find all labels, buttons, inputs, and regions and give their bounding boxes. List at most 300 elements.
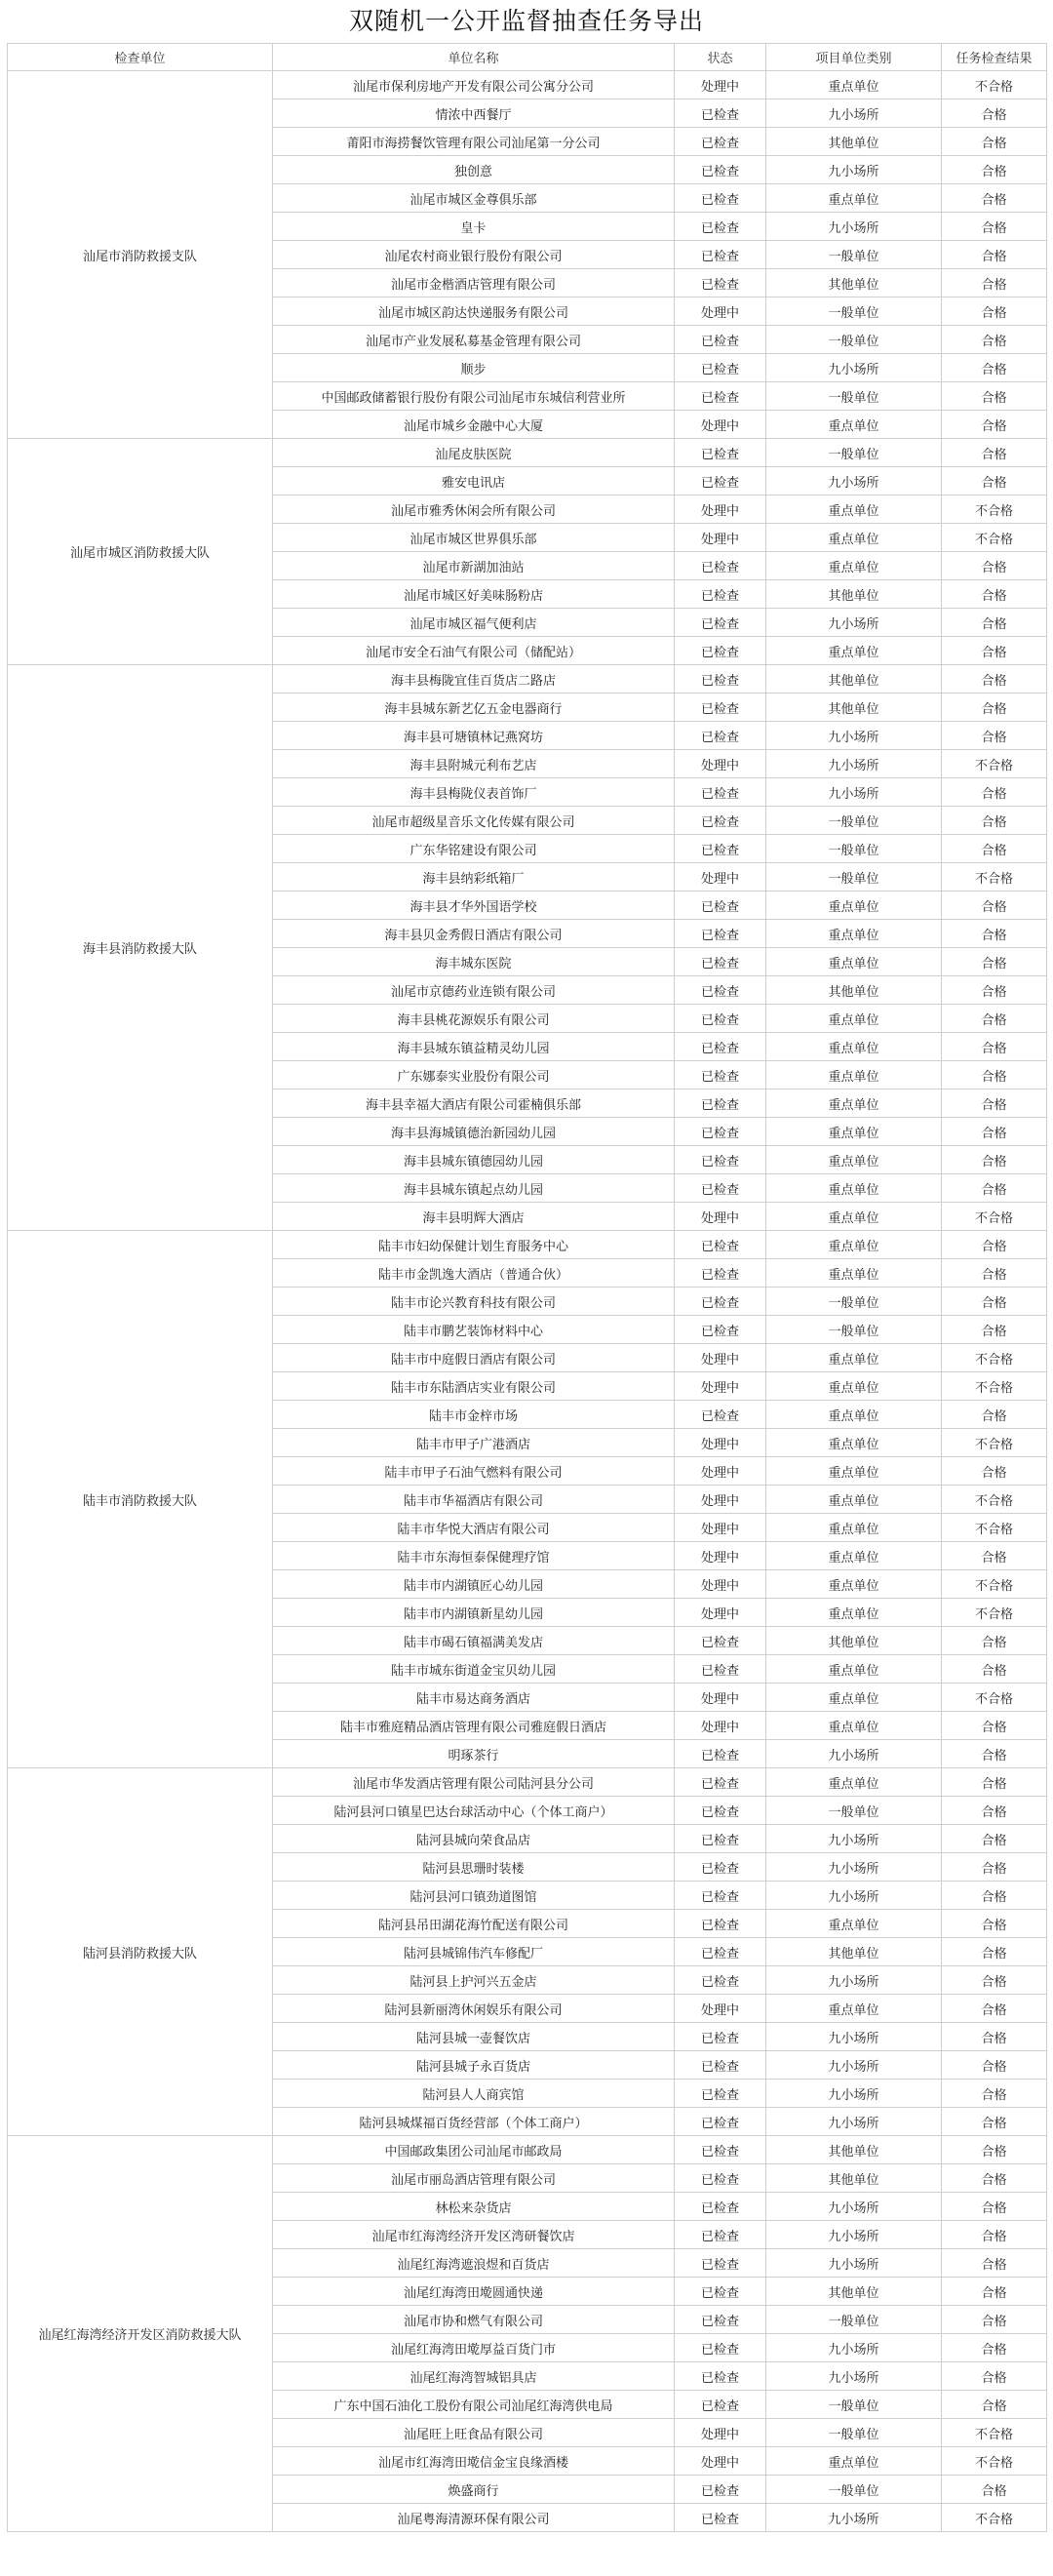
- unit-name-cell: 汕尾红海湾遮浪煜和百货店: [273, 2249, 675, 2278]
- category-cell: 重点单位: [766, 1344, 942, 1372]
- status-cell: 处理中: [675, 1542, 766, 1570]
- status-cell: 处理中: [675, 1599, 766, 1627]
- result-cell: 合格: [942, 1542, 1047, 1570]
- status-cell: 已检查: [675, 326, 766, 354]
- result-cell: 不合格: [942, 1599, 1047, 1627]
- inspection-unit-cell: 陆丰市消防救援大队: [8, 1231, 273, 1768]
- category-cell: 一般单位: [766, 835, 942, 863]
- result-cell: 合格: [942, 297, 1047, 326]
- unit-name-cell: 顺步: [273, 354, 675, 382]
- result-cell: 合格: [942, 269, 1047, 297]
- status-cell: 已检查: [675, 1938, 766, 1966]
- status-cell: 已检查: [675, 2362, 766, 2391]
- status-cell: 已检查: [675, 241, 766, 269]
- inspection-unit-cell: 汕尾红海湾经济开发区消防救援大队: [8, 2136, 273, 2532]
- result-cell: 合格: [942, 241, 1047, 269]
- status-cell: 已检查: [675, 976, 766, 1005]
- category-cell: 九小场所: [766, 1740, 942, 1768]
- unit-name-cell: 汕尾市超级星音乐文化传媒有限公司: [273, 807, 675, 835]
- status-cell: 已检查: [675, 1910, 766, 1938]
- unit-name-cell: 陆丰市易达商务酒店: [273, 1684, 675, 1712]
- category-cell: 一般单位: [766, 326, 942, 354]
- unit-name-cell: 陆丰市东海恒泰保健理疗馆: [273, 1542, 675, 1570]
- status-cell: 已检查: [675, 1627, 766, 1655]
- unit-name-cell: 汕尾市城乡金融中心大厦: [273, 411, 675, 439]
- status-cell: 处理中: [675, 863, 766, 892]
- category-cell: 重点单位: [766, 1061, 942, 1090]
- status-cell: 已检查: [675, 1740, 766, 1768]
- status-cell: 已检查: [675, 467, 766, 495]
- unit-name-cell: 海丰县纳彩纸箱厂: [273, 863, 675, 892]
- result-cell: 合格: [942, 2221, 1047, 2249]
- unit-name-cell: 汕尾市雅秀休闲会所有限公司: [273, 495, 675, 524]
- result-cell: 不合格: [942, 2419, 1047, 2447]
- category-cell: 一般单位: [766, 241, 942, 269]
- status-cell: 已检查: [675, 1655, 766, 1684]
- category-cell: 九小场所: [766, 2334, 942, 2362]
- status-cell: 已检查: [675, 1005, 766, 1033]
- category-cell: 重点单位: [766, 1542, 942, 1570]
- category-cell: 九小场所: [766, 2023, 942, 2051]
- status-cell: 已检查: [675, 2476, 766, 2504]
- result-cell: 合格: [942, 2249, 1047, 2278]
- category-cell: 重点单位: [766, 1005, 942, 1033]
- result-cell: 不合格: [942, 495, 1047, 524]
- category-cell: 九小场所: [766, 2193, 942, 2221]
- category-cell: 重点单位: [766, 1203, 942, 1231]
- unit-name-cell: 海丰县海城镇德治新园幼儿园: [273, 1118, 675, 1146]
- status-cell: 已检查: [675, 665, 766, 694]
- category-cell: 重点单位: [766, 1995, 942, 2023]
- category-cell: 九小场所: [766, 2249, 942, 2278]
- unit-name-cell: 陆丰市金凯逸大酒店（普通合伙）: [273, 1259, 675, 1288]
- status-cell: 已检查: [675, 128, 766, 156]
- category-cell: 九小场所: [766, 1853, 942, 1882]
- category-cell: 九小场所: [766, 2504, 942, 2532]
- status-cell: 已检查: [675, 609, 766, 637]
- category-cell: 其他单位: [766, 580, 942, 609]
- result-cell: 合格: [942, 1910, 1047, 1938]
- unit-name-cell: 陆丰市金梓市场: [273, 1401, 675, 1429]
- category-cell: 重点单位: [766, 892, 942, 920]
- category-cell: 其他单位: [766, 694, 942, 722]
- status-cell: 处理中: [675, 1514, 766, 1542]
- category-cell: 重点单位: [766, 1486, 942, 1514]
- category-cell: 重点单位: [766, 1655, 942, 1684]
- category-cell: 重点单位: [766, 1033, 942, 1061]
- result-cell: 合格: [942, 382, 1047, 411]
- unit-name-cell: 海丰县城东镇德园幼儿园: [273, 1146, 675, 1174]
- unit-name-cell: 汕尾红海湾田墘圆通快递: [273, 2278, 675, 2306]
- status-cell: 已检查: [675, 637, 766, 665]
- unit-name-cell: 莆阳市海捞餐饮管理有限公司汕尾第一分公司: [273, 128, 675, 156]
- category-cell: 一般单位: [766, 382, 942, 411]
- unit-name-cell: 海丰县贝金秀假日酒店有限公司: [273, 920, 675, 948]
- unit-name-cell: 陆河县人人商宾馆: [273, 2080, 675, 2108]
- category-cell: 重点单位: [766, 1118, 942, 1146]
- category-cell: 重点单位: [766, 1372, 942, 1401]
- status-cell: 处理中: [675, 1344, 766, 1372]
- status-cell: 已检查: [675, 2249, 766, 2278]
- unit-name-cell: 海丰县附城元利布艺店: [273, 750, 675, 778]
- unit-name-cell: 汕尾市协和燃气有限公司: [273, 2306, 675, 2334]
- status-cell: 已检查: [675, 778, 766, 807]
- result-cell: 合格: [942, 1033, 1047, 1061]
- unit-name-cell: 陆河县思珊时装楼: [273, 1853, 675, 1882]
- result-cell: 合格: [942, 1882, 1047, 1910]
- result-cell: 合格: [942, 1231, 1047, 1259]
- status-cell: 处理中: [675, 2419, 766, 2447]
- result-cell: 不合格: [942, 1514, 1047, 1542]
- result-cell: 不合格: [942, 1684, 1047, 1712]
- result-cell: 合格: [942, 1146, 1047, 1174]
- result-cell: 合格: [942, 1174, 1047, 1203]
- unit-name-cell: 汕尾市丽岛酒店管理有限公司: [273, 2164, 675, 2193]
- table-row: [8, 1768, 1047, 1797]
- result-cell: 合格: [942, 1090, 1047, 1118]
- unit-name-cell: 陆丰市论兴教育科技有限公司: [273, 1288, 675, 1316]
- unit-name-cell: 陆丰市内湖镇新星幼儿园: [273, 1599, 675, 1627]
- unit-name-cell: 情浓中西餐厅: [273, 99, 675, 128]
- category-cell: 重点单位: [766, 1429, 942, 1457]
- status-cell: 处理中: [675, 750, 766, 778]
- category-cell: 重点单位: [766, 1768, 942, 1797]
- unit-name-cell: 汕尾红海湾田墘厚益百货门市: [273, 2334, 675, 2362]
- unit-name-cell: 陆河县河口镇劲道图馆: [273, 1882, 675, 1910]
- status-cell: 已检查: [675, 1090, 766, 1118]
- table-row: [8, 2136, 1047, 2164]
- unit-name-cell: 独创意: [273, 156, 675, 184]
- result-cell: 合格: [942, 326, 1047, 354]
- result-cell: 合格: [942, 2136, 1047, 2164]
- result-cell: 合格: [942, 1938, 1047, 1966]
- result-cell: 合格: [942, 2278, 1047, 2306]
- unit-name-cell: 汕尾市金楷酒店管理有限公司: [273, 269, 675, 297]
- unit-name-cell: 海丰县城东新艺亿五金电器商行: [273, 694, 675, 722]
- category-cell: 其他单位: [766, 128, 942, 156]
- category-cell: 重点单位: [766, 1090, 942, 1118]
- status-cell: 已检查: [675, 722, 766, 750]
- status-cell: 已检查: [675, 1061, 766, 1090]
- inspection-unit-cell: 陆河县消防救援大队: [8, 1768, 273, 2136]
- category-cell: 九小场所: [766, 2108, 942, 2136]
- unit-name-cell: 中国邮政储蓄银行股份有限公司汕尾市东城信利营业所: [273, 382, 675, 411]
- result-cell: 合格: [942, 411, 1047, 439]
- status-cell: 已检查: [675, 920, 766, 948]
- unit-name-cell: 海丰县城东镇起点幼儿园: [273, 1174, 675, 1203]
- header-unit-name: 单位名称: [273, 44, 675, 71]
- result-cell: 不合格: [942, 71, 1047, 99]
- unit-name-cell: 海丰县明辉大酒店: [273, 1203, 675, 1231]
- unit-name-cell: 陆丰市城东街道金宝贝幼儿园: [273, 1655, 675, 1684]
- unit-name-cell: 汕尾皮肤医院: [273, 439, 675, 467]
- status-cell: 处理中: [675, 71, 766, 99]
- unit-name-cell: 陆丰市华悦大酒店有限公司: [273, 1514, 675, 1542]
- header-result: 任务检查结果: [942, 44, 1047, 71]
- result-cell: 不合格: [942, 1344, 1047, 1372]
- status-cell: 已检查: [675, 2193, 766, 2221]
- result-cell: 合格: [942, 580, 1047, 609]
- table-row: [8, 1231, 1047, 1259]
- unit-name-cell: 林松来杂货店: [273, 2193, 675, 2221]
- result-cell: 合格: [942, 128, 1047, 156]
- status-cell: 处理中: [675, 1995, 766, 2023]
- status-cell: 已检查: [675, 892, 766, 920]
- unit-name-cell: 明琢茶行: [273, 1740, 675, 1768]
- result-cell: 不合格: [942, 524, 1047, 552]
- status-cell: 已检查: [675, 2051, 766, 2080]
- status-cell: 已检查: [675, 2504, 766, 2532]
- category-cell: 其他单位: [766, 2136, 942, 2164]
- unit-name-cell: 海丰县城东镇益精灵幼儿园: [273, 1033, 675, 1061]
- category-cell: 其他单位: [766, 2278, 942, 2306]
- category-cell: 重点单位: [766, 1146, 942, 1174]
- unit-name-cell: 广东华铭建设有限公司: [273, 835, 675, 863]
- result-cell: 合格: [942, 1655, 1047, 1684]
- result-cell: 合格: [942, 920, 1047, 948]
- category-cell: 重点单位: [766, 495, 942, 524]
- result-cell: 合格: [942, 1316, 1047, 1344]
- unit-name-cell: 陆丰市华福酒店有限公司: [273, 1486, 675, 1514]
- status-cell: 已检查: [675, 948, 766, 976]
- result-cell: 合格: [942, 1712, 1047, 1740]
- unit-name-cell: 汕尾市城区韵达快递服务有限公司: [273, 297, 675, 326]
- result-cell: 合格: [942, 665, 1047, 694]
- result-cell: 合格: [942, 807, 1047, 835]
- unit-name-cell: 雅安电讯店: [273, 467, 675, 495]
- category-cell: 一般单位: [766, 439, 942, 467]
- result-cell: 合格: [942, 1825, 1047, 1853]
- result-cell: 合格: [942, 184, 1047, 213]
- unit-name-cell: 海丰县幸福大酒店有限公司霍楠俱乐部: [273, 1090, 675, 1118]
- unit-name-cell: 陆河县城子永百货店: [273, 2051, 675, 2080]
- category-cell: 一般单位: [766, 807, 942, 835]
- status-cell: 处理中: [675, 1712, 766, 1740]
- result-cell: 合格: [942, 1768, 1047, 1797]
- category-cell: 重点单位: [766, 1514, 942, 1542]
- result-cell: 合格: [942, 1457, 1047, 1486]
- category-cell: 九小场所: [766, 2362, 942, 2391]
- result-cell: 合格: [942, 2164, 1047, 2193]
- category-cell: 重点单位: [766, 552, 942, 580]
- status-cell: 处理中: [675, 1203, 766, 1231]
- status-cell: 已检查: [675, 2164, 766, 2193]
- status-cell: 已检查: [675, 807, 766, 835]
- category-cell: 其他单位: [766, 2164, 942, 2193]
- category-cell: 九小场所: [766, 2221, 942, 2249]
- category-cell: 重点单位: [766, 1570, 942, 1599]
- status-cell: 已检查: [675, 580, 766, 609]
- result-cell: 合格: [942, 1118, 1047, 1146]
- status-cell: 已检查: [675, 1853, 766, 1882]
- status-cell: 处理中: [675, 297, 766, 326]
- result-cell: 合格: [942, 2362, 1047, 2391]
- page-title: 双随机一公开监督抽查任务导出: [348, 7, 704, 35]
- status-cell: 处理中: [675, 524, 766, 552]
- unit-name-cell: 陆河县城一壶餐饮店: [273, 2023, 675, 2051]
- category-cell: 重点单位: [766, 2447, 942, 2476]
- status-cell: 已检查: [675, 2278, 766, 2306]
- header-category: 项目单位类别: [766, 44, 942, 71]
- result-cell: 合格: [942, 2051, 1047, 2080]
- status-cell: 已检查: [675, 99, 766, 128]
- status-cell: 已检查: [675, 2334, 766, 2362]
- unit-name-cell: 汕尾市新湖加油站: [273, 552, 675, 580]
- category-cell: 九小场所: [766, 2080, 942, 2108]
- unit-name-cell: 陆丰市东陆酒店实业有限公司: [273, 1372, 675, 1401]
- status-cell: 已检查: [675, 1231, 766, 1259]
- unit-name-cell: 汕尾市城区福气便利店: [273, 609, 675, 637]
- status-cell: 处理中: [675, 1429, 766, 1457]
- category-cell: 重点单位: [766, 920, 942, 948]
- status-cell: 已检查: [675, 1797, 766, 1825]
- unit-name-cell: 汕尾市城区金尊俱乐部: [273, 184, 675, 213]
- result-cell: 合格: [942, 2306, 1047, 2334]
- unit-name-cell: 陆丰市中庭假日酒店有限公司: [273, 1344, 675, 1372]
- category-cell: 重点单位: [766, 1712, 942, 1740]
- category-cell: 九小场所: [766, 1966, 942, 1995]
- category-cell: 一般单位: [766, 2419, 942, 2447]
- result-cell: 合格: [942, 1288, 1047, 1316]
- unit-name-cell: 海丰县梅陇仪表首饰厂: [273, 778, 675, 807]
- unit-name-cell: 汕尾市城区世界俱乐部: [273, 524, 675, 552]
- category-cell: 九小场所: [766, 213, 942, 241]
- unit-name-cell: 陆河县上护河兴五金店: [273, 1966, 675, 1995]
- result-cell: 合格: [942, 2476, 1047, 2504]
- category-cell: 一般单位: [766, 2476, 942, 2504]
- category-cell: 重点单位: [766, 1910, 942, 1938]
- status-cell: 已检查: [675, 1146, 766, 1174]
- result-cell: 合格: [942, 835, 1047, 863]
- result-cell: 合格: [942, 2108, 1047, 2136]
- category-cell: 一般单位: [766, 2306, 942, 2334]
- result-cell: 合格: [942, 1259, 1047, 1288]
- status-cell: 已检查: [675, 1033, 766, 1061]
- result-cell: 不合格: [942, 1372, 1047, 1401]
- unit-name-cell: 汕尾市华发酒店管理有限公司陆河县分公司: [273, 1768, 675, 1797]
- result-cell: 合格: [942, 1627, 1047, 1655]
- category-cell: 其他单位: [766, 665, 942, 694]
- category-cell: 一般单位: [766, 1316, 942, 1344]
- result-cell: 不合格: [942, 750, 1047, 778]
- result-cell: 合格: [942, 1966, 1047, 1995]
- category-cell: 重点单位: [766, 1259, 942, 1288]
- status-cell: 已检查: [675, 1768, 766, 1797]
- status-cell: 处理中: [675, 411, 766, 439]
- status-cell: 已检查: [675, 2080, 766, 2108]
- result-cell: 合格: [942, 637, 1047, 665]
- result-cell: 合格: [942, 1401, 1047, 1429]
- inspection-unit-cell: 海丰县消防救援大队: [8, 665, 273, 1231]
- unit-name-cell: 焕盛商行: [273, 2476, 675, 2504]
- status-cell: 已检查: [675, 2221, 766, 2249]
- unit-name-cell: 陆河县河口镇星巴达台球活动中心（个体工商户）: [273, 1797, 675, 1825]
- category-cell: 一般单位: [766, 297, 942, 326]
- result-cell: 合格: [942, 156, 1047, 184]
- status-cell: 已检查: [675, 184, 766, 213]
- category-cell: 重点单位: [766, 1401, 942, 1429]
- inspection-table: [7, 43, 1047, 2532]
- status-cell: 已检查: [675, 439, 766, 467]
- category-cell: 重点单位: [766, 71, 942, 99]
- category-cell: 重点单位: [766, 1599, 942, 1627]
- status-cell: 已检查: [675, 1118, 766, 1146]
- result-cell: 合格: [942, 976, 1047, 1005]
- result-cell: 不合格: [942, 863, 1047, 892]
- unit-name-cell: 汕尾市城区好美味肠粉店: [273, 580, 675, 609]
- unit-name-cell: 海丰县可塘镇林记燕窝坊: [273, 722, 675, 750]
- category-cell: 重点单位: [766, 1174, 942, 1203]
- result-cell: 不合格: [942, 2504, 1047, 2532]
- status-cell: 已检查: [675, 1316, 766, 1344]
- result-cell: 合格: [942, 467, 1047, 495]
- result-cell: 合格: [942, 694, 1047, 722]
- unit-name-cell: 陆丰市甲子石油气燃料有限公司: [273, 1457, 675, 1486]
- unit-name-cell: 海丰县桃花源娱乐有限公司: [273, 1005, 675, 1033]
- category-cell: 九小场所: [766, 99, 942, 128]
- result-cell: 合格: [942, 439, 1047, 467]
- unit-name-cell: 广东中国石油化工股份有限公司汕尾红海湾供电局: [273, 2391, 675, 2419]
- unit-name-cell: 陆丰市内湖镇匠心幼儿园: [273, 1570, 675, 1599]
- category-cell: 重点单位: [766, 948, 942, 976]
- unit-name-cell: 广东娜泰实业股份有限公司: [273, 1061, 675, 1090]
- status-cell: 处理中: [675, 495, 766, 524]
- status-cell: 已检查: [675, 1174, 766, 1203]
- result-cell: 合格: [942, 2080, 1047, 2108]
- result-cell: 合格: [942, 1853, 1047, 1882]
- result-cell: 不合格: [942, 1429, 1047, 1457]
- category-cell: 其他单位: [766, 269, 942, 297]
- header-status: 状态: [675, 44, 766, 71]
- unit-name-cell: 陆河县城向荣食品店: [273, 1825, 675, 1853]
- table-row: [8, 665, 1047, 694]
- inspection-unit-cell: 汕尾市消防救援支队: [8, 71, 273, 439]
- category-cell: 重点单位: [766, 1684, 942, 1712]
- result-cell: 不合格: [942, 1486, 1047, 1514]
- category-cell: 九小场所: [766, 1882, 942, 1910]
- unit-name-cell: 陆河县吊田湖花海竹配送有限公司: [273, 1910, 675, 1938]
- unit-name-cell: 皇卡: [273, 213, 675, 241]
- unit-name-cell: 陆丰市甲子广港酒店: [273, 1429, 675, 1457]
- status-cell: 处理中: [675, 1570, 766, 1599]
- header-inspection-unit: 检查单位: [8, 44, 273, 71]
- result-cell: 合格: [942, 1740, 1047, 1768]
- status-cell: 已检查: [675, 269, 766, 297]
- category-cell: 九小场所: [766, 1825, 942, 1853]
- table-header-row: [8, 44, 1047, 71]
- unit-name-cell: 海丰县梅陇宜佳百货店二路店: [273, 665, 675, 694]
- status-cell: 已检查: [675, 552, 766, 580]
- unit-name-cell: 陆河县城锦伟汽车修配厂: [273, 1938, 675, 1966]
- category-cell: 重点单位: [766, 1457, 942, 1486]
- result-cell: 合格: [942, 1995, 1047, 2023]
- category-cell: 一般单位: [766, 1797, 942, 1825]
- status-cell: 已检查: [675, 2306, 766, 2334]
- category-cell: 重点单位: [766, 524, 942, 552]
- status-cell: 已检查: [675, 1966, 766, 1995]
- unit-name-cell: 陆丰市碣石镇福满美发店: [273, 1627, 675, 1655]
- inspection-unit-cell: 汕尾市城区消防救援大队: [8, 439, 273, 665]
- unit-name-cell: 汕尾市京德药业连锁有限公司: [273, 976, 675, 1005]
- result-cell: 不合格: [942, 2447, 1047, 2476]
- category-cell: 九小场所: [766, 467, 942, 495]
- category-cell: 其他单位: [766, 1627, 942, 1655]
- category-cell: 重点单位: [766, 184, 942, 213]
- status-cell: 已检查: [675, 2136, 766, 2164]
- result-cell: 不合格: [942, 1203, 1047, 1231]
- status-cell: 已检查: [675, 354, 766, 382]
- result-cell: 合格: [942, 2193, 1047, 2221]
